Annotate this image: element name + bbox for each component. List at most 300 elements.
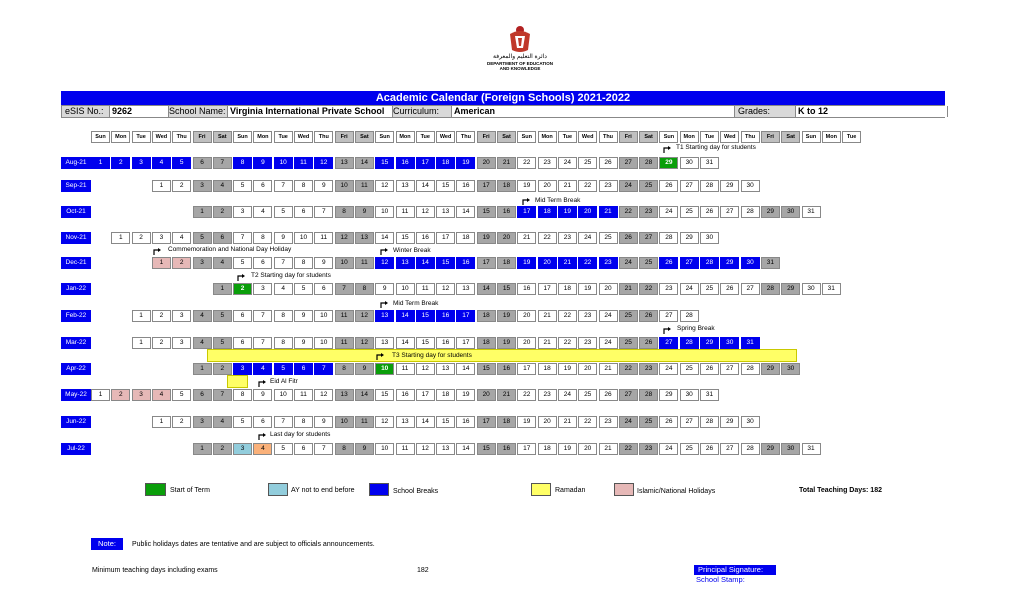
day-cell: 14: [456, 206, 475, 218]
day-cell: 22: [558, 337, 577, 349]
day-cell: 8: [294, 257, 313, 269]
day-cell: 1: [111, 232, 130, 244]
day-cell: 1: [152, 416, 171, 428]
day-header-fri: Fri: [619, 131, 638, 143]
day-cell: 22: [619, 443, 638, 455]
day-cell: 18: [497, 257, 516, 269]
day-cell: 28: [741, 363, 760, 375]
legend-ramadan-label: Ramadan: [555, 487, 586, 494]
legend-ay-label: AY not to end before: [291, 487, 355, 494]
day-cell: 5: [172, 389, 191, 401]
day-cell: 19: [456, 389, 475, 401]
day-cell: 6: [294, 443, 313, 455]
day-cell: 25: [639, 416, 658, 428]
day-header-fri: Fri: [761, 131, 780, 143]
day-cell: 11: [396, 206, 415, 218]
day-cell: 30: [781, 443, 800, 455]
spring-arrow-icon: [663, 327, 671, 334]
day-cell: 10: [375, 443, 394, 455]
month-label: Apr-22: [61, 363, 91, 375]
day-cell: 6: [193, 389, 212, 401]
day-cell: 28: [761, 283, 780, 295]
day-cell: 12: [375, 257, 394, 269]
day-header-tue: Tue: [558, 131, 577, 143]
day-cell: 22: [619, 206, 638, 218]
school-info-row: [61, 105, 945, 118]
day-cell: 26: [599, 389, 618, 401]
day-header-mon: Mon: [822, 131, 841, 143]
midterm-annotation: Mid Term Break: [535, 197, 581, 204]
day-cell: 28: [741, 206, 760, 218]
day-cell: 24: [659, 363, 678, 375]
day-cell: 2: [213, 206, 232, 218]
day-cell: 25: [578, 389, 597, 401]
day-cell: 21: [599, 443, 618, 455]
day-cell: 12: [335, 232, 354, 244]
day-header-sun: Sun: [659, 131, 678, 143]
day-cell: 6: [233, 310, 252, 322]
day-cell: 2: [152, 310, 171, 322]
day-cell: 12: [436, 283, 455, 295]
day-cell: 12: [355, 310, 374, 322]
day-cell: 28: [700, 257, 719, 269]
day-cell: 4: [253, 206, 272, 218]
day-cell: 30: [781, 206, 800, 218]
logo-english-2: AND KNOWLEDGE: [499, 66, 541, 71]
month-label: Mar-22: [61, 337, 91, 349]
day-header-mon: Mon: [111, 131, 130, 143]
day-cell: 28: [639, 157, 658, 169]
spring-annotation: Spring Break: [677, 325, 715, 332]
day-cell: 31: [822, 283, 841, 295]
day-cell: 18: [436, 389, 455, 401]
day-cell: 11: [314, 232, 333, 244]
day-cell: 21: [538, 337, 557, 349]
day-cell: 25: [639, 180, 658, 192]
day-cell: 18: [497, 416, 516, 428]
day-cell: 23: [599, 416, 618, 428]
day-cell: 14: [456, 443, 475, 455]
day-cell: 27: [720, 206, 739, 218]
day-header-thu: Thu: [314, 131, 333, 143]
day-cell: 6: [233, 337, 252, 349]
day-cell: 2: [233, 283, 252, 295]
day-cell: 17: [517, 443, 536, 455]
day-cell: 3: [172, 337, 191, 349]
day-cell: 1: [152, 257, 171, 269]
day-cell: 21: [558, 257, 577, 269]
day-cell: 17: [477, 416, 496, 428]
day-header-mon: Mon: [538, 131, 557, 143]
day-cell: 14: [396, 310, 415, 322]
day-cell: 28: [700, 416, 719, 428]
day-cell: 3: [193, 180, 212, 192]
day-cell: 24: [619, 257, 638, 269]
day-cell: 8: [233, 157, 252, 169]
day-cell: 2: [111, 157, 130, 169]
day-cell: 14: [456, 363, 475, 375]
day-header-sat: Sat: [781, 131, 800, 143]
legend-ramadan-swatch: [531, 483, 551, 496]
day-cell: 24: [599, 337, 618, 349]
day-cell: 4: [213, 416, 232, 428]
day-cell: 2: [152, 337, 171, 349]
day-cell: 10: [375, 363, 394, 375]
day-cell: 27: [619, 157, 638, 169]
day-cell: 18: [497, 180, 516, 192]
day-header-fri: Fri: [193, 131, 212, 143]
day-header-tue: Tue: [274, 131, 293, 143]
day-cell: 26: [700, 363, 719, 375]
day-cell: 15: [416, 310, 435, 322]
day-cell: 6: [253, 416, 272, 428]
day-header-sat: Sat: [213, 131, 232, 143]
t3-arrow-icon: [376, 353, 384, 360]
day-cell: 24: [619, 416, 638, 428]
day-cell: 12: [375, 180, 394, 192]
day-cell: 7: [314, 206, 333, 218]
day-cell: 7: [314, 363, 333, 375]
midterm2-annotation: Mid Term Break: [393, 300, 439, 307]
day-cell: 6: [294, 363, 313, 375]
day-cell: 15: [477, 443, 496, 455]
day-cell: 19: [477, 232, 496, 244]
day-cell: 29: [781, 283, 800, 295]
winter-arrow-icon: [380, 248, 388, 255]
day-cell: 29: [659, 389, 678, 401]
day-cell: 22: [578, 180, 597, 192]
day-cell: 20: [477, 389, 496, 401]
day-cell: 11: [335, 337, 354, 349]
day-cell: 14: [416, 416, 435, 428]
day-cell: 8: [294, 416, 313, 428]
curriculum-value: American: [451, 106, 735, 117]
day-cell: 21: [497, 157, 516, 169]
day-cell: 21: [497, 389, 516, 401]
day-cell: 9: [355, 363, 374, 375]
day-cell: 6: [253, 257, 272, 269]
day-cell: 15: [436, 257, 455, 269]
day-cell: 18: [436, 157, 455, 169]
day-cell: 15: [416, 337, 435, 349]
day-cell: 15: [375, 157, 394, 169]
day-cell: 24: [659, 443, 678, 455]
day-cell: 30: [741, 416, 760, 428]
legend-breaks-swatch: [369, 483, 389, 496]
grades-label: Grades:: [738, 106, 771, 116]
day-cell: 21: [558, 416, 577, 428]
day-cell: 23: [538, 157, 557, 169]
curriculum-label: Curriculum:: [393, 106, 440, 116]
month-label: Oct-21: [61, 206, 91, 218]
school-name-label: School Name:: [169, 106, 226, 116]
day-cell: 16: [436, 310, 455, 322]
day-cell: 11: [396, 443, 415, 455]
principal-signature[interactable]: Principal Signature:: [694, 565, 776, 575]
day-cell: 14: [477, 283, 496, 295]
day-cell: 10: [396, 283, 415, 295]
day-cell: 1: [193, 206, 212, 218]
day-cell: 8: [233, 389, 252, 401]
month-label: Jul-22: [61, 443, 91, 455]
day-cell: 8: [335, 443, 354, 455]
day-cell: 30: [720, 337, 739, 349]
legend-start-label: Start of Term: [170, 487, 210, 494]
day-cell: 25: [619, 310, 638, 322]
day-cell: 1: [132, 310, 151, 322]
day-cell: 18: [456, 232, 475, 244]
grades-value: K to 12: [795, 106, 948, 117]
day-cell: 28: [659, 232, 678, 244]
day-cell: 7: [233, 232, 252, 244]
day-cell: 10: [375, 206, 394, 218]
school-stamp[interactable]: School Stamp:: [696, 575, 745, 584]
last-day-arrow-icon: [258, 433, 266, 440]
month-label: Jan-22: [61, 283, 91, 295]
winter-annotation: Winter Break: [393, 247, 431, 254]
day-cell: 22: [517, 157, 536, 169]
day-cell: 7: [213, 389, 232, 401]
day-cell: 27: [619, 389, 638, 401]
day-cell: 3: [132, 389, 151, 401]
day-cell: 20: [538, 416, 557, 428]
day-cell: 3: [233, 443, 252, 455]
day-cell: 7: [314, 443, 333, 455]
t1-arrow-icon: [663, 146, 671, 153]
day-cell: 13: [436, 363, 455, 375]
day-cell: 8: [274, 310, 293, 322]
day-header-sun: Sun: [233, 131, 252, 143]
day-cell: 4: [152, 389, 171, 401]
day-cell: 22: [619, 363, 638, 375]
day-cell: 19: [517, 416, 536, 428]
day-cell: 5: [274, 443, 293, 455]
day-cell: 13: [436, 206, 455, 218]
day-cell: 15: [436, 180, 455, 192]
day-cell: 25: [680, 206, 699, 218]
day-cell: 23: [578, 337, 597, 349]
day-cell: 26: [639, 337, 658, 349]
day-cell: 21: [619, 283, 638, 295]
day-cell: 9: [294, 337, 313, 349]
day-cell: 16: [456, 180, 475, 192]
day-cell: 19: [497, 337, 516, 349]
day-cell: 27: [659, 337, 678, 349]
school-name-value: Virginia International Private School: [227, 106, 393, 117]
ramadan-band-may: [227, 375, 248, 388]
day-cell: 17: [456, 337, 475, 349]
day-cell: 20: [517, 310, 536, 322]
day-cell: 2: [111, 389, 130, 401]
day-header-wed: Wed: [578, 131, 597, 143]
day-cell: 9: [355, 206, 374, 218]
day-cell: 29: [720, 180, 739, 192]
day-cell: 29: [761, 206, 780, 218]
legend-holidays-swatch: [614, 483, 634, 496]
day-cell: 29: [720, 257, 739, 269]
day-header-thu: Thu: [741, 131, 760, 143]
day-cell: 23: [558, 232, 577, 244]
day-cell: 8: [335, 206, 354, 218]
total-teaching-days: Total Teaching Days: 182: [799, 487, 882, 494]
month-label: Feb-22: [61, 310, 91, 322]
day-cell: 15: [396, 232, 415, 244]
day-cell: 12: [355, 337, 374, 349]
day-cell: 9: [314, 180, 333, 192]
day-cell: 19: [558, 206, 577, 218]
day-cell: 14: [355, 157, 374, 169]
t3-annotation: T3 Starting day for students: [392, 352, 472, 359]
day-cell: 1: [132, 337, 151, 349]
day-cell: 11: [396, 363, 415, 375]
day-cell: 11: [416, 283, 435, 295]
day-cell: 2: [213, 443, 232, 455]
day-cell: 26: [599, 157, 618, 169]
day-cell: 23: [599, 180, 618, 192]
day-cell: 10: [274, 389, 293, 401]
day-header-mon: Mon: [396, 131, 415, 143]
day-cell: 18: [538, 443, 557, 455]
day-cell: 14: [396, 337, 415, 349]
day-cell: 15: [375, 389, 394, 401]
day-cell: 22: [639, 283, 658, 295]
day-cell: 8: [294, 180, 313, 192]
day-cell: 20: [578, 443, 597, 455]
day-cell: 10: [274, 157, 293, 169]
day-cell: 3: [193, 416, 212, 428]
day-cell: 1: [213, 283, 232, 295]
month-label: Jun-22: [61, 416, 91, 428]
day-cell: 21: [517, 232, 536, 244]
day-header-wed: Wed: [720, 131, 739, 143]
day-cell: 13: [355, 232, 374, 244]
day-cell: 24: [558, 389, 577, 401]
day-cell: 6: [213, 232, 232, 244]
day-cell: 25: [639, 257, 658, 269]
day-cell: 11: [294, 157, 313, 169]
day-cell: 8: [274, 337, 293, 349]
day-cell: 22: [578, 416, 597, 428]
legend-start-swatch: [145, 483, 166, 496]
day-header-thu: Thu: [599, 131, 618, 143]
day-cell: 11: [294, 389, 313, 401]
day-cell: 29: [659, 157, 678, 169]
day-cell: 1: [193, 443, 212, 455]
day-cell: 12: [416, 363, 435, 375]
day-cell: 29: [680, 232, 699, 244]
day-cell: 28: [700, 180, 719, 192]
day-cell: 4: [253, 443, 272, 455]
day-cell: 25: [619, 337, 638, 349]
day-cell: 4: [274, 283, 293, 295]
month-label: Sep-21: [61, 180, 91, 192]
min-teaching-value: 182: [417, 567, 429, 574]
day-cell: 3: [132, 157, 151, 169]
day-cell: 19: [517, 257, 536, 269]
logo-arabic: دائرة التعليم والمعرفة: [493, 54, 547, 60]
day-cell: 9: [294, 310, 313, 322]
day-cell: 22: [538, 232, 557, 244]
day-cell: 31: [700, 157, 719, 169]
day-cell: 5: [172, 157, 191, 169]
day-cell: 24: [619, 180, 638, 192]
day-cell: 8: [355, 283, 374, 295]
day-cell: 3: [233, 363, 252, 375]
day-cell: 29: [761, 443, 780, 455]
day-cell: 11: [355, 180, 374, 192]
day-cell: 15: [497, 283, 516, 295]
day-cell: 25: [700, 283, 719, 295]
day-cell: 31: [700, 389, 719, 401]
day-cell: 24: [578, 232, 597, 244]
day-cell: 13: [396, 416, 415, 428]
day-cell: 10: [335, 180, 354, 192]
day-cell: 7: [274, 180, 293, 192]
day-cell: 10: [314, 337, 333, 349]
day-cell: 26: [659, 180, 678, 192]
min-teaching-label: Minimum teaching days including exams: [92, 567, 218, 574]
day-cell: 8: [253, 232, 272, 244]
day-cell: 7: [253, 337, 272, 349]
day-cell: 9: [274, 232, 293, 244]
day-cell: 18: [538, 363, 557, 375]
day-cell: 13: [396, 257, 415, 269]
day-cell: 24: [558, 157, 577, 169]
day-cell: 2: [172, 180, 191, 192]
day-cell: 14: [375, 232, 394, 244]
day-header-fri: Fri: [335, 131, 354, 143]
esis-value: 9262: [109, 106, 169, 117]
day-cell: 26: [700, 206, 719, 218]
day-cell: 3: [233, 206, 252, 218]
day-cell: 10: [314, 310, 333, 322]
day-cell: 16: [456, 257, 475, 269]
day-cell: 16: [497, 206, 516, 218]
day-cell: 24: [599, 310, 618, 322]
month-label: Nov-21: [61, 232, 91, 244]
day-cell: 4: [172, 232, 191, 244]
day-cell: 9: [355, 443, 374, 455]
midterm-arrow-icon: [522, 198, 530, 205]
day-cell: 5: [233, 180, 252, 192]
day-cell: 5: [213, 337, 232, 349]
day-cell: 17: [436, 232, 455, 244]
day-cell: 6: [314, 283, 333, 295]
day-cell: 18: [477, 310, 496, 322]
day-cell: 26: [700, 443, 719, 455]
day-cell: 9: [375, 283, 394, 295]
day-cell: 23: [639, 443, 658, 455]
t1-annotation: T1 Starting day for students: [676, 144, 756, 151]
day-cell: 13: [335, 389, 354, 401]
day-cell: 31: [802, 443, 821, 455]
day-header-tue: Tue: [700, 131, 719, 143]
day-cell: 20: [538, 257, 557, 269]
day-cell: 7: [274, 257, 293, 269]
day-cell: 20: [599, 283, 618, 295]
day-header-tue: Tue: [416, 131, 435, 143]
emblem-icon: [504, 24, 536, 54]
day-cell: 25: [680, 363, 699, 375]
eid-annotation: Eid Al Fitr: [270, 378, 298, 385]
day-cell: 10: [335, 257, 354, 269]
day-cell: 13: [436, 443, 455, 455]
day-cell: 25: [680, 443, 699, 455]
legend-holidays-label: Islamic/National Holidays: [637, 488, 716, 495]
day-header-thu: Thu: [172, 131, 191, 143]
day-cell: 9: [253, 157, 272, 169]
day-cell: 13: [335, 157, 354, 169]
